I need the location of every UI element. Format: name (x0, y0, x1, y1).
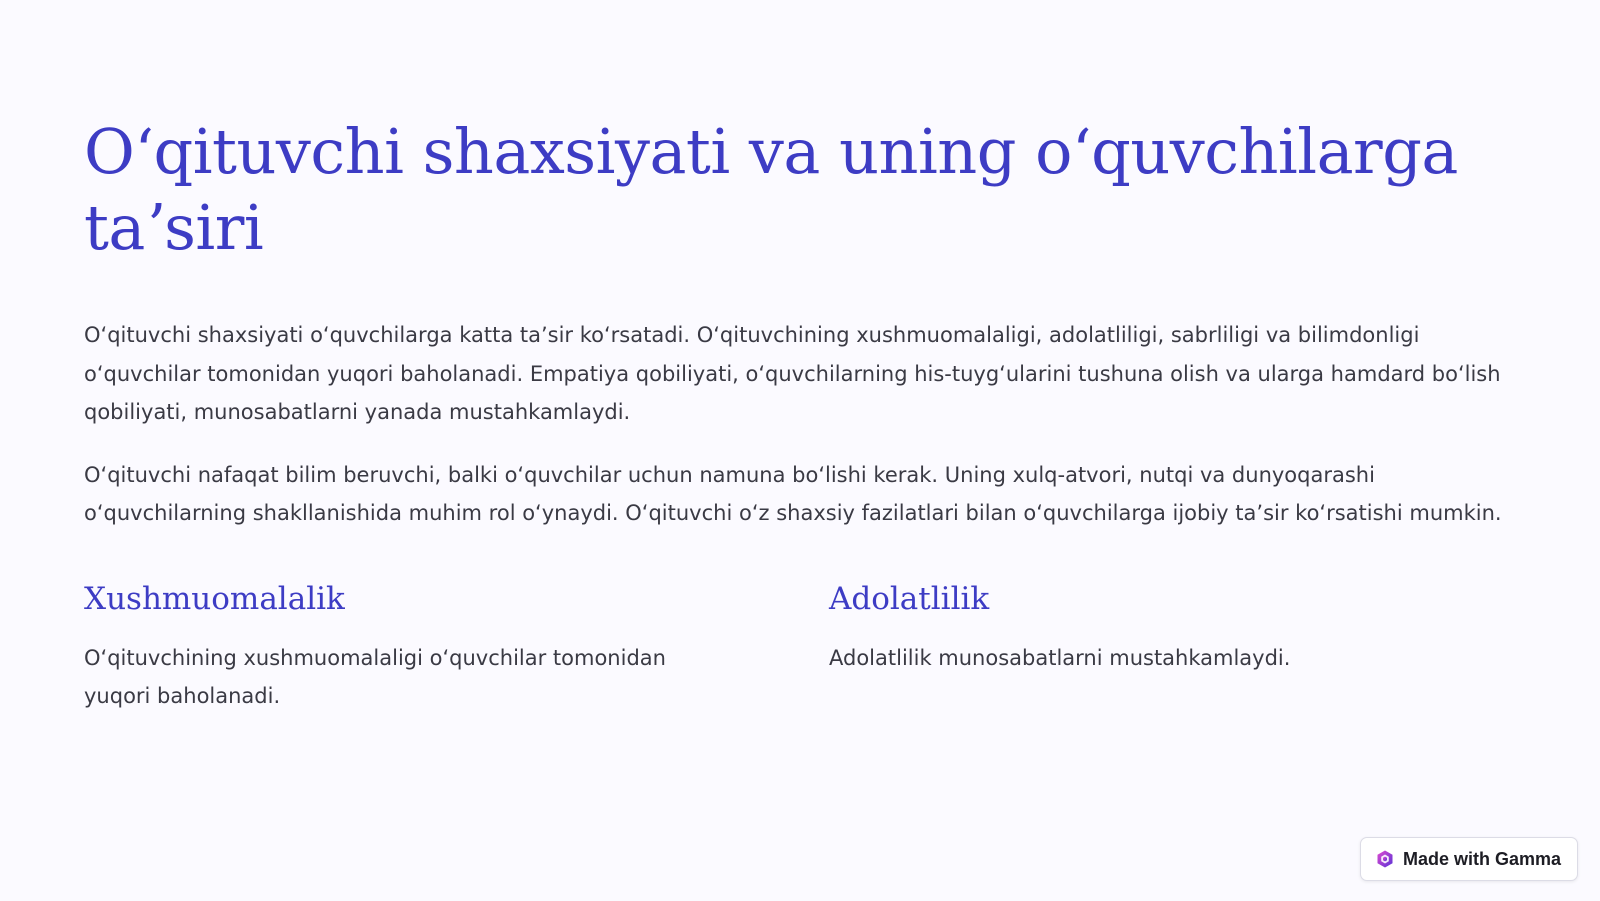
quality-heading: Xushmuomalalik (84, 580, 345, 617)
slide-content (84, 114, 1524, 716)
slide-title: Oʻqituvchi shaxsiyati va uning oʻquvchilarga taʼsiri (84, 115, 1458, 264)
made-with-gamma-label: Made with Gamma (1402, 848, 1561, 869)
made-with-gamma-button[interactable] (1360, 837, 1578, 881)
quality-description: Adolatlilik munosabatlarni mustahkamlaydi. (829, 645, 1291, 670)
gamma-logo-icon (1375, 849, 1395, 869)
quality-heading: Adolatlilik (829, 580, 990, 617)
quality-column-fairness (829, 579, 1479, 716)
quality-description: Oʻqituvchining xushmuomalaligi oʻquvchilar tomonidan yuqori baholanadi. (84, 645, 666, 708)
qualities-columns (84, 579, 1524, 716)
quality-column-courtesy (84, 579, 734, 716)
role-model-paragraph: Oʻqituvchi nafaqat bilim beruvchi, balki oʻquvchilar uchun namuna boʻlishi kerak. Uning xulq-atvori, nutqi va dunyoqarashi oʻquvchilarning shakllanishida muhim rol oʻynaydi. Oʻqituvchi oʻz shaxsiy fazilatlari bilan oʻquvchilarga ijobiy taʼsir koʻrsatishi mumkin. (84, 462, 1502, 525)
intro-paragraph: Oʻqituvchi shaxsiyati oʻquvchilarga katta taʼsir koʻrsatadi. Oʻqituvchining xushmuomalaligi, adolatliligi, sabrliligi va bilimdonligi oʻquvchilar tomonidan yuqori baholanadi. Empatiya qobiliyati, oʻquvchilarning his-tuygʻularini tushuna olish va ularga hamdard boʻlish qobiliyati, munosabatlarni yanada mustahkamlaydi. (84, 323, 1501, 424)
